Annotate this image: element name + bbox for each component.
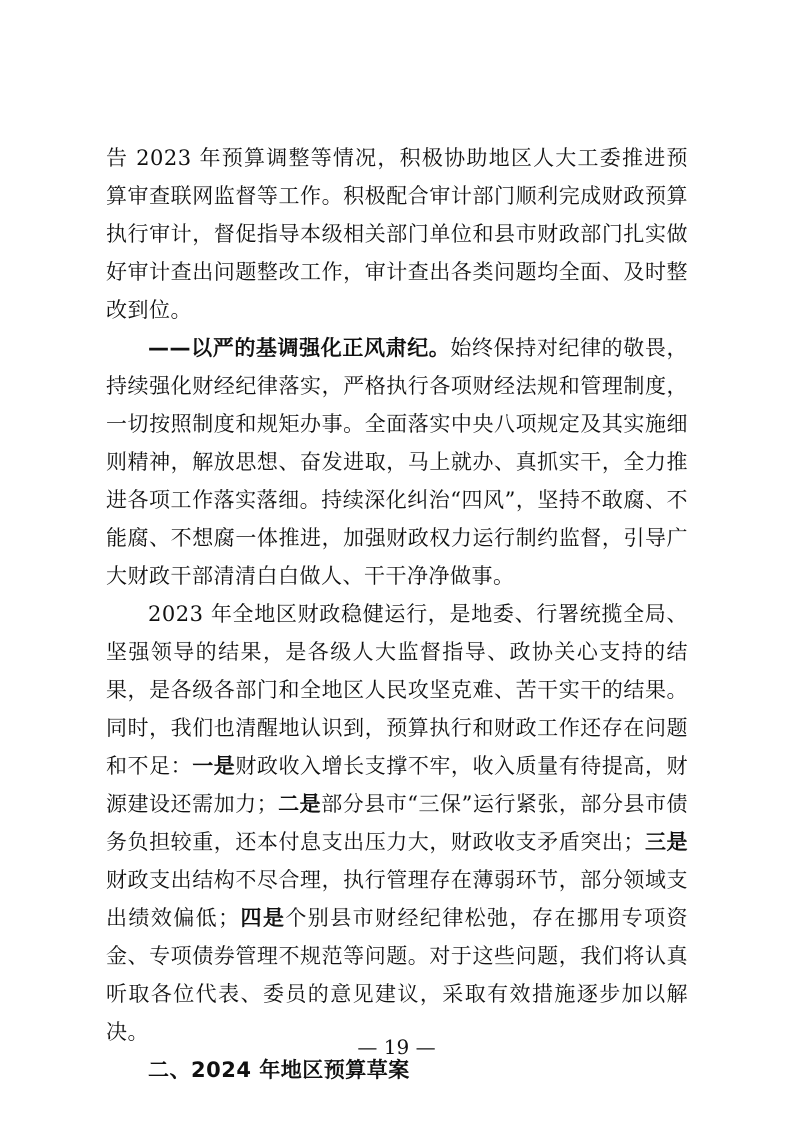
paragraph-discipline xyxy=(106,329,688,595)
problem-text-4: 个别县市财经纪律松弛，存在挪用专项资金、专项债券管理不规范等问题。 xyxy=(106,906,689,968)
paragraph-closing: 对于这些问题，我们将认真听取各位代表、委员的意见建议，采取有效措施逐步加以解决。 xyxy=(106,944,689,1044)
section-heading: 二、2024 年地区预算草案 xyxy=(148,1058,410,1082)
paragraph-intro: 2023 年全地区财政稳健运行，是地委、行署统揽全局、坚强领导的结果，是各级人大监督指导、政协关心支持的结果，是各级各部门和全地区人民攻坚克难、苦干实干的结果。同时，我们也清醒地认识到，预算执行和财政工作还存在问题和不足： xyxy=(106,602,688,778)
document-body xyxy=(106,139,688,1089)
problem-label-2: 二是 xyxy=(278,792,322,816)
problem-label-4: 四是 xyxy=(239,906,286,930)
problem-label-3: 三是 xyxy=(644,830,689,854)
paragraph-text: 告 2023 年预算调整等情况，积极协助地区人大工委推进预算审查联网监督等工作。积极配合审计部门顺利完成财政预算执行审计，督促指导本级相关部门单位和县市财政部门扎实做好审计查出问题整改工作，审计查出各类问题均全面、及时整改到位。 xyxy=(106,146,688,322)
page-number: — 19 — xyxy=(357,1035,436,1059)
paragraph-text: 始终保持对纪律的敬畏，持续强化财经纪律落实，严格执行各项财经法规和管理制度，一切按照制度和规矩办事。全面落实中央八项规定及其实施细则精神，解放思想、奋发进取，马上就办、真抓实干，全力推进各项工作落实落细。持续深化纠治“四风”，坚持不敢腐、不能腐、不想腐一体推进，加强财政权力运行制约监督，引导广大财政干部清清白白做人、干干净净做事。 xyxy=(106,336,689,588)
problem-text-2: 部分县市“三保”运行紧张，部分县市债务负担较重，还本付息支出压力大，财政收支矛盾突出； xyxy=(106,792,688,854)
paragraph-budget-review xyxy=(106,139,688,329)
paragraph-problems xyxy=(106,595,688,1051)
problem-label-1: 一是 xyxy=(192,754,236,778)
problem-text-1: 财政收入增长支撑不牢，收入质量有待提高，财源建设还需加力； xyxy=(106,754,689,816)
paragraph-lead-heading: ——以严的基调强化正风肃纪。 xyxy=(148,336,451,360)
problem-text-3: 财政支出结构不尽合理，执行管理存在薄弱环节，部分领域支出绩效偏低； xyxy=(106,868,688,930)
